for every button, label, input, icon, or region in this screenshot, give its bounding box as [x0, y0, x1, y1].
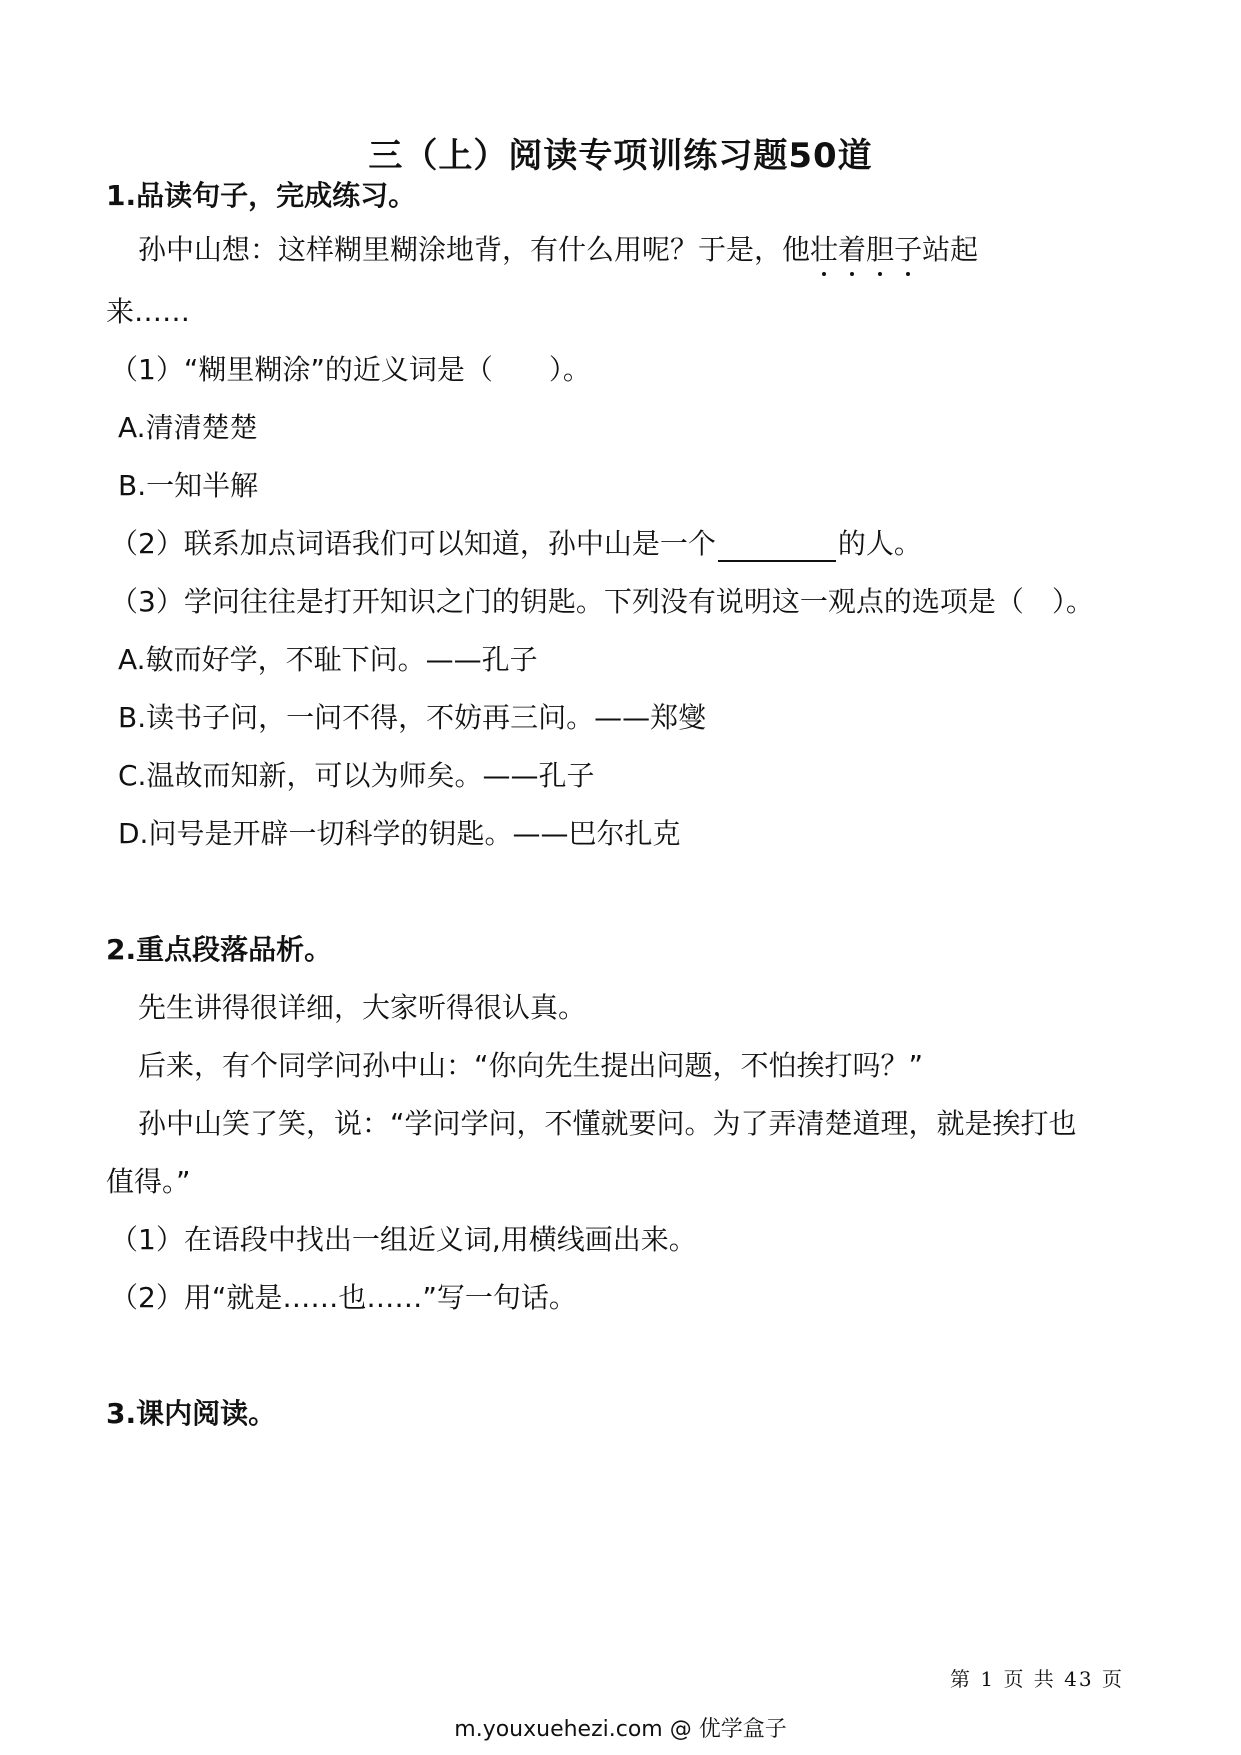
- q2-para3-line2: 值得。”: [106, 1165, 191, 1198]
- q1-sub2-text: （2）联系加点词语我们可以知道，孙中山是一个: [110, 527, 716, 560]
- q2-para2: 后来，有个同学问孙中山：“你向先生提出问题，不怕挨打吗？”: [138, 1049, 924, 1082]
- q1-sub2: [110, 526, 922, 562]
- document-title: 三（上）阅读专项训练习题50道: [368, 136, 873, 176]
- q2-para1: 先生讲得很详细，大家听得很认真。: [138, 991, 587, 1024]
- site-watermark[interactable]: m.youxuehezi.com @ 优学盒子: [454, 1717, 787, 1742]
- q1-passage-line1: [138, 232, 978, 268]
- q1-sub3-option: A.敏而好学，不耻下问。——孔子: [118, 643, 538, 676]
- q1-sub3-option: D.问号是开辟一切科学的钥匙。——巴尔扎克: [118, 817, 681, 850]
- emphasis-char: 着: [838, 233, 867, 266]
- q1-passage-text: 孙中山想：这样糊里糊涂地背，有什么用呢？于是，他: [138, 233, 811, 266]
- q1-passage-text: 站起: [922, 233, 979, 266]
- q1-sub3-option: B.读书子问，一问不得，不妨再三问。——郑燮: [118, 701, 707, 734]
- q1-heading: 1.品读句子，完成练习。: [106, 179, 417, 212]
- q1-sub1-option: B.一知半解: [118, 469, 259, 502]
- q2-heading: 2.重点段落品析。: [106, 933, 333, 966]
- q1-sub1: （1）“糊里糊涂”的近义词是（ ）。: [110, 353, 591, 386]
- q3-heading: 3.课内阅读。: [106, 1397, 277, 1430]
- q1-sub3-option: C.温故而知新，可以为师矣。——孔子: [118, 759, 595, 792]
- q2-para3-line1: 孙中山笑了笑，说：“学问学问，不懂就要问。为了弄清楚道理，就是挨打也: [138, 1107, 1077, 1140]
- page-number: 第 1 页 共 43 页: [950, 1667, 1124, 1691]
- q2-sub1: （1）在语段中找出一组近义词,用横线画出来。: [110, 1223, 697, 1256]
- emphasis-char: 子: [894, 233, 923, 266]
- emphasis-char: 壮: [810, 233, 839, 266]
- answer-blank[interactable]: [718, 530, 836, 562]
- q1-sub1-option: A.清清楚楚: [118, 411, 258, 444]
- q2-sub2: （2）用“就是……也……”写一句话。: [110, 1281, 577, 1314]
- q1-sub3: （3）学问往往是打开知识之门的钥匙。下列没有说明这一观点的选项是（ ）。: [110, 585, 1094, 618]
- q1-sub2-text: 的人。: [837, 527, 922, 560]
- q1-passage-line2: 来……: [106, 295, 191, 328]
- emphasis-char: 胆: [866, 233, 895, 266]
